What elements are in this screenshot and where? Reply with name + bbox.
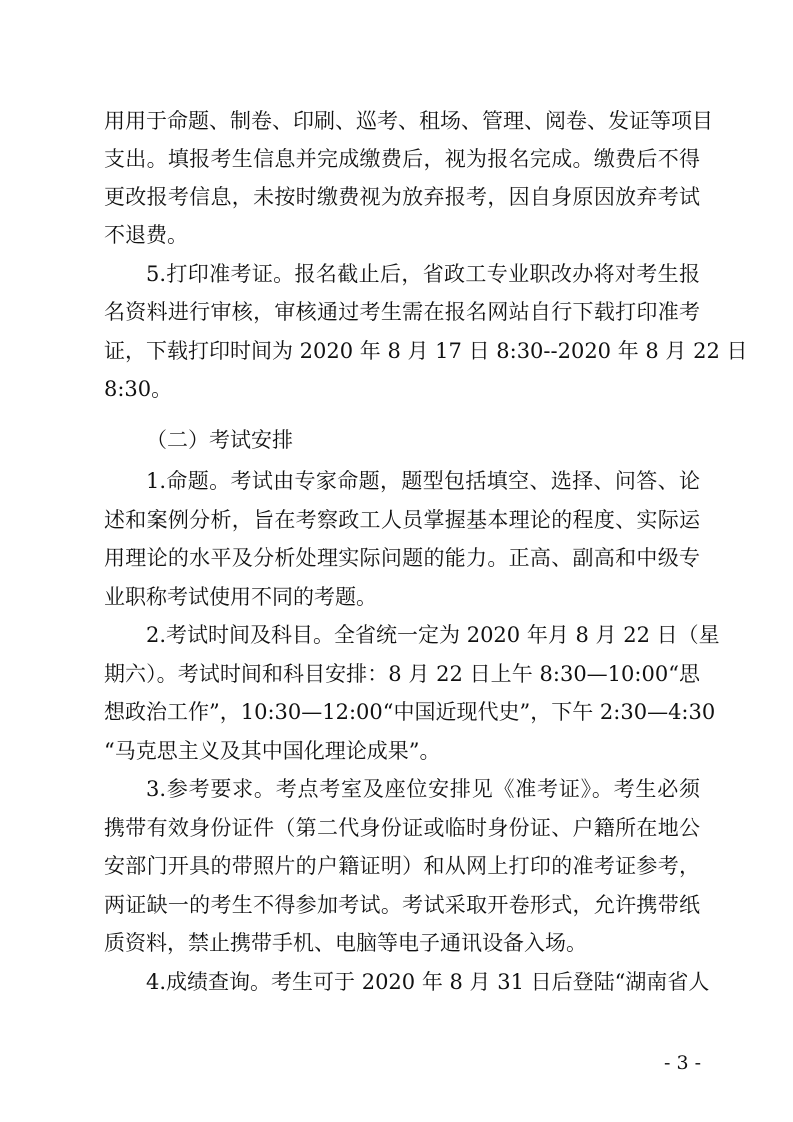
text-line: 期六）。考试时间和科目安排：8 月 22 日上午 8:30—10:00“思 — [104, 662, 700, 686]
text-line: 8:30。 — [104, 377, 173, 401]
text-line: 名资料进行审核，审核通过考生需在报名网站自行下载打印准考 — [104, 300, 700, 324]
text-line: 证，下载打印时间为 2020 年 8 月 17 日 8:30--2020 年 8 月 22 日 — [104, 339, 748, 363]
text-line: 用理论的水平及分析处理实际问题的能力。正高、副高和中级专 — [104, 546, 700, 570]
text-line: 支出。填报考生信息并完成缴费后，视为报名完成。缴费后不得 — [104, 147, 700, 171]
page-number: - 3 - — [663, 1052, 701, 1074]
text-line: 1.命题。考试由专家命题，题型包括填空、选择、问答、论 — [146, 469, 700, 493]
text-line: 3.参考要求。考点考室及座位安排见《准考证》。考生必须 — [146, 777, 700, 801]
text-line: 两证缺一的考生不得参加考试。考试采取开卷形式，允许携带纸 — [104, 893, 700, 917]
text-line: 质资料，禁止携带手机、电脑等电子通讯设备入场。 — [104, 931, 587, 955]
text-line: “马克思主义及其中国化理论成果”。 — [104, 739, 441, 763]
text-line: 不退费。 — [104, 223, 188, 247]
text-line: 5.打印准考证。报名截止后，省政工专业职改办将对考生报 — [146, 262, 700, 286]
text-line: 述和案例分析，旨在考察政工人员掌握基本理论的程度、实际运 — [104, 508, 700, 532]
text-line: 4.成绩查询。考生可于 2020 年 8 月 31 日后登陆“湖南省人 — [146, 970, 710, 994]
text-line: 携带有效身份证件（第二代身份证或临时身份证、户籍所在地公 — [104, 816, 700, 840]
text-line: 用用于命题、制卷、印刷、巡考、租场、管理、阅卷、发证等项目 — [104, 109, 713, 133]
text-line: 安部门开具的带照片的户籍证明）和从网上打印的准考证参考， — [104, 854, 700, 878]
text-line: 更改报考信息，未按时缴费视为放弃报考，因自身原因放弃考试 — [104, 185, 700, 209]
section-heading: （二）考试安排 — [146, 428, 293, 452]
text-line: 想政治工作”，10:30—12:00“中国近现代史”，下午 2:30—4:30 — [104, 700, 716, 724]
text-line: 2.考试时间及科目。全省统一定为 2020 年月 8 月 22 日（星 — [146, 623, 720, 647]
text-line: 业职称考试使用不同的考题。 — [104, 585, 377, 609]
